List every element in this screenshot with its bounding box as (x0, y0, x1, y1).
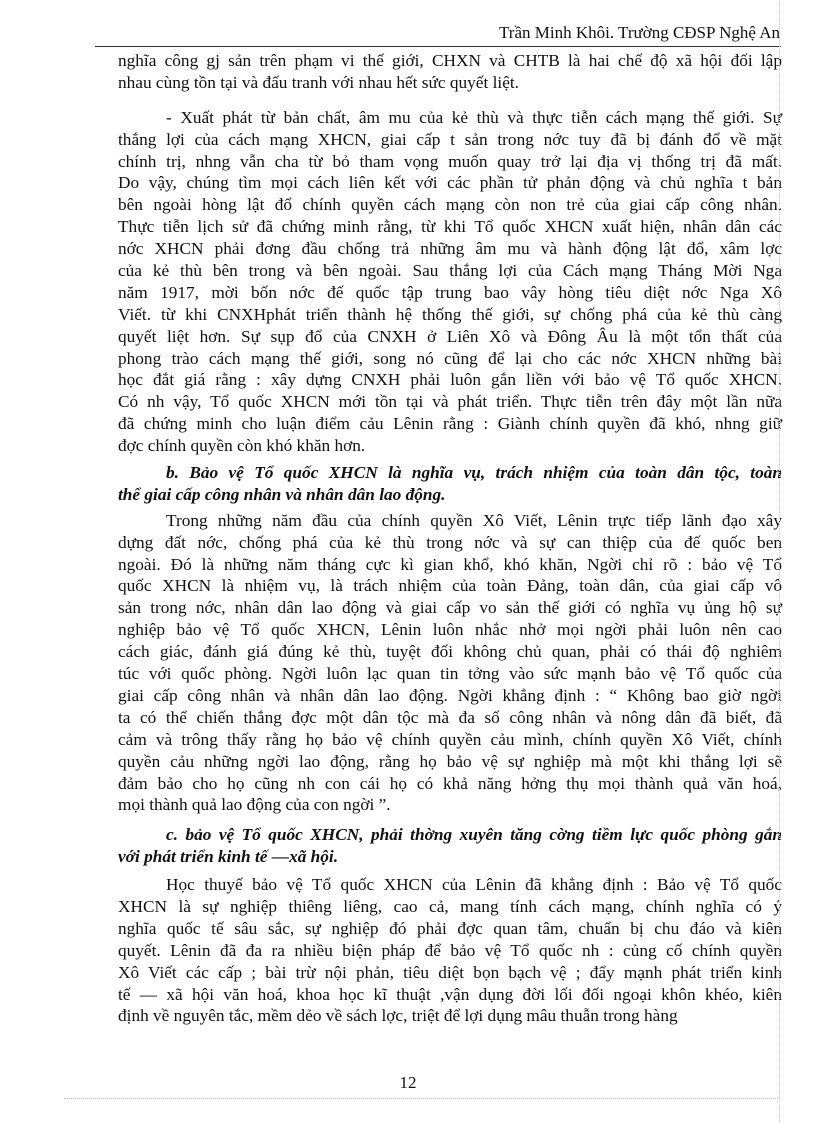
text-line: Viết. từ khi CNXHphát triển thành hệ thống thế giới, sự chống phá của kẻ thù càng (118, 304, 782, 324)
text-line: quyết. Lênin đã đa ra nhiều biện pháp để bảo vệ Tổ quốc nh : củng cố chính quyền (118, 940, 782, 960)
text-line: Thực tiễn lịch sử đã chứng minh rằng, từ khi Tổ quốc XHCN xuất hiện, nhân dân các (118, 217, 782, 237)
paragraph (118, 107, 782, 457)
paragraph (118, 50, 782, 94)
paragraph (118, 510, 782, 816)
text-line: học đắt giá rằng : xây dựng CNXH phải luôn gắn liền với bảo vệ Tổ quốc XHCN. (118, 370, 782, 390)
text-line: đã chứng minh cho luận điểm cảu Lênin rằng : Giành chính quyền đã khó, nhng giữ (118, 414, 782, 434)
paragraph (118, 874, 782, 1027)
text-line: năm 1917, mời bốn nớc đế quốc tập trung bao vây hòng tiêu diệt nớc Nga Xô (118, 282, 782, 302)
text-line: ngoài. Đó là những năm tháng cực kì gian khổ, khó khăn, Ngời chỉ rõ : bảo vệ Tổ (118, 554, 782, 574)
text-line: nghĩa công gj sản trên phạm vi thế giới, CHXN và CHTB là hai chế độ xã hội đối lập (118, 51, 782, 70)
text-line: đợc chính quyền còn khó khăn hơn. (118, 436, 366, 456)
text-line: quyết liệt hơn. Sự sụp đổ của CNXH ở Liên Xô và Đông Âu là một tổn thất của (118, 326, 782, 346)
text-line: Trong những năm đầu của chính quyền Xô Viết, Lênin trực tiếp lãnh đạo xây (166, 510, 782, 530)
text-line: - Xuất phát từ bản chất, âm mu của kẻ thù và thực tiễn cách mạng thế giới. Sự (166, 107, 782, 127)
text-line: Xô Viết các cấp ; bài trừ nội phản, tiêu diệt bọn bạch vệ ; đẩy mạnh phát triển kinh (118, 962, 782, 982)
text-line: sản trong nớc, nhân dân lao động và giai cấp vo sản thế giới có nghĩa vụ ủng hộ sự (118, 598, 782, 618)
text-line: nghiệp bảo vệ Tổ quốc XHCN, Lênin luôn nhắc nhở mọi ngời phải luôn nên cao (118, 620, 782, 640)
text-line: cách giác, đánh giá đúng kẻ thù, tuyệt đối không chủ quan, phải có thái độ nghiêm (118, 642, 782, 662)
text-line: Có nh vậy, Tổ quốc XHCN mới tồn tại và phát triển. Thực tiễn trên đây một lần nữa (118, 392, 782, 412)
page-number: 12 (399, 1073, 417, 1092)
text-line: chính trị, nhng vẫn cha từ bỏ tham vọng muốn quay trở lại địa vị thống trị đã mất. (118, 151, 782, 171)
text-line: c. bảo vệ Tổ quốc XHCN, phải thờng xuyên tăng cờng tiềm lực quốc phòng gắn (166, 825, 782, 845)
section-heading (118, 462, 782, 506)
text-line: quốc XHCN là nhiệm vụ, là trách nhiệm của toàn Đảng, toàn dân, của giai cấp vô (118, 576, 782, 596)
text-line: phong trào cách mạng thế giới, song nó cũng để lại cho các nớc XHCN những bài (118, 348, 782, 368)
page-bottom-border (64, 1098, 780, 1099)
document-body (118, 50, 782, 1027)
text-line: dựng đất nớc, chống phá của kẻ thù trong nớc và sự can thiệp của đế quốc ben (118, 532, 782, 552)
text-line: thể giai cấp công nhân và nhân dân lao động. (118, 484, 446, 504)
text-line: nớc XHCN phải đơng đầu chống trả những âm mu và hành động lật đổ, xâm lợc (118, 239, 782, 259)
text-line: giai cấp công nhân và nhân dân lao động. Ngời khẳng định : “ Không bao giờ ngời (118, 685, 782, 705)
page-header: Trần Minh Khôi. Trường CĐSP Nghệ An (499, 23, 780, 42)
text-line: b. Bảo vệ Tổ quốc XHCN là nghĩa vụ, trách nhiệm của toàn dân tộc, toàn (166, 463, 782, 483)
text-line: tế — xã hội văn hoá, khoa học kĩ thuật ,vận dụng đời lối đối ngoại khôn khéo, kiên (118, 984, 782, 1004)
text-line: nhau cùng tồn tại và đấu tranh với nhau hết sức quyết liệt. (118, 72, 519, 92)
text-line: của kẻ thù bên trong và bên ngoài. Sau thắng lợi của Cách mạng Tháng Mời Nga (118, 261, 782, 281)
text-line: với phát triển kinh tế —xã hội. (118, 847, 339, 867)
text-line: định về nguyên tắc, mềm dẻo về sách lợc, triệt để lợi dụng mâu thuẫn trong hàng (118, 1006, 678, 1026)
text-line: XHCN là sự nghiệp thiêng liêng, cao cả, mang tính cách mạng, chính nghĩa có ý (118, 896, 782, 916)
page-right-border (779, 0, 780, 1123)
text-line: túc với quốc phòng. Ngời luôn lạc quan tin tởng vào sức mạnh bảo vệ Tổ quốc của (118, 664, 782, 684)
text-line: thắng lợi của cách mạng XHCN, giai cấp t sản trong nớc tuy đã bị đánh đổ về mặt (118, 129, 782, 149)
text-line: Do vậy, chúng tìm mọi cách liên kết với các phần tử phản động và chủ nghĩa t bản (118, 173, 782, 193)
text-line: cảm và trông thấy rằng họ bảo vệ chính quyền cảu mình, chính quyền Xô Viết, chính (118, 729, 782, 749)
section-heading (118, 824, 782, 868)
text-line: nghĩa quốc tế sâu sắc, sự nghiệp đó phải đợc quan tâm, chuẩn bị chu đáo và kiên (118, 918, 782, 938)
text-line: Học thuyế bảo vệ Tổ quốc XHCN của Lênin đã khẳng định : Bảo vệ Tổ quốc (166, 875, 782, 895)
text-line: ta có thể chiến thắng đợc một dân tộc mà đa số công nhân và nông dân đã biết, đã (118, 707, 782, 727)
text-line: mọi thành quả lao động của con ngời ”. (118, 795, 391, 815)
text-line: bên ngoài hòng lật đổ chính quyền cách mạng còn non trẻ của giai cấp công nhân. (118, 195, 782, 215)
header-rule (95, 46, 781, 47)
text-line: đảm bảo cho họ cũng nh con cái họ có khả năng hởng thụ mọi thành quả văn hoá, (118, 773, 782, 793)
text-line: quyền cảu những ngời lao động, rằng họ bảo vệ sự nghiệp mà một khi thắng lợi sẽ (118, 751, 782, 771)
